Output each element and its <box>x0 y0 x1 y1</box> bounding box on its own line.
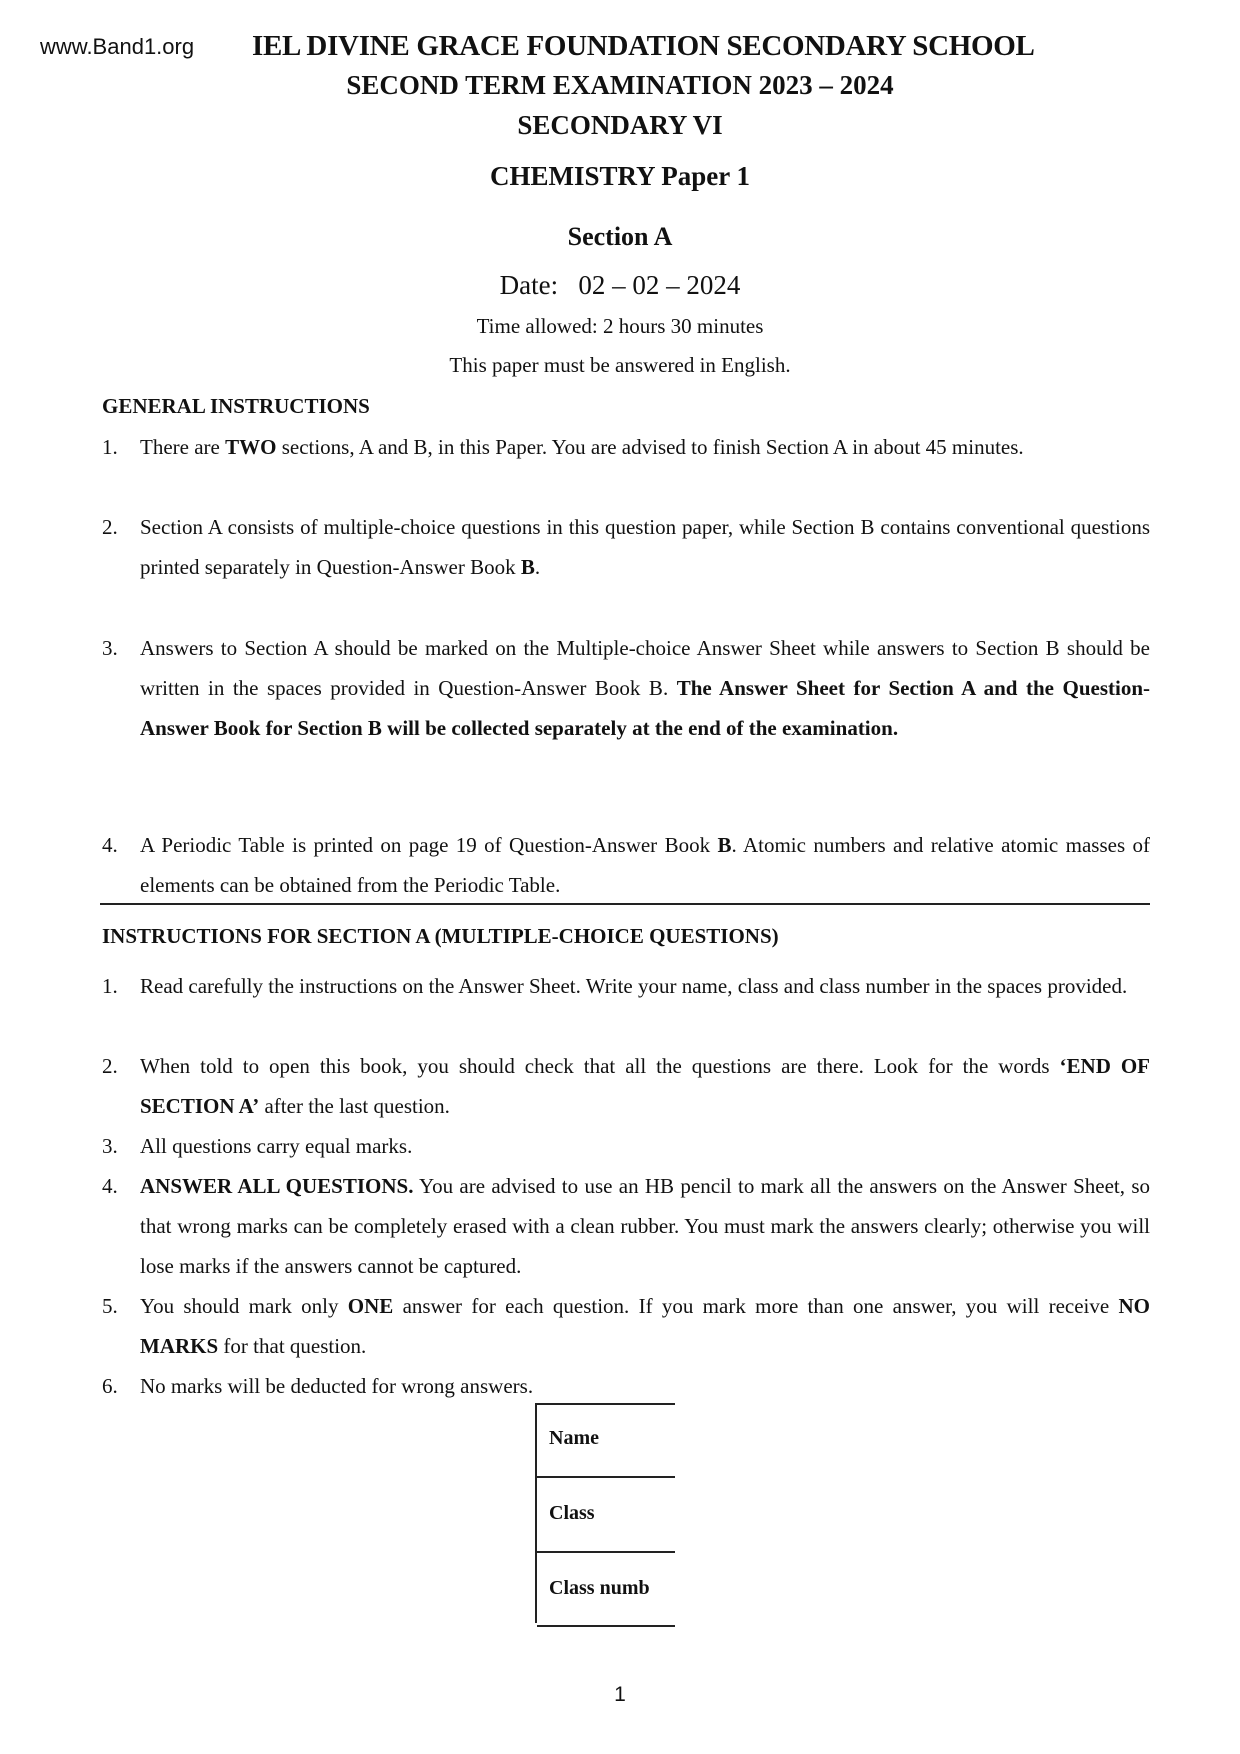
section-a-item: 6. No marks will be deducted for wrong answers. <box>102 1374 534 1398</box>
name-field[interactable]: Name <box>537 1403 675 1478</box>
general-item: 1. There are TWO sections, A and B, in this Paper. You are advised to finish Section A in about 45 minutes. <box>102 435 1024 459</box>
date-value: 02 – 02 – 2024 <box>578 270 741 300</box>
school-name: IEL DIVINE GRACE FOUNDATION SECONDARY SCHOOL <box>252 30 1035 62</box>
divider <box>100 903 1150 905</box>
general-item: 2. Section A consists of multiple-choice questions in this question paper, while Section B contains conventional questions printed separately in Question-Answer Book B. <box>102 515 1150 579</box>
general-instructions-heading: GENERAL INSTRUCTIONS <box>102 394 370 418</box>
class-number-field[interactable]: Class numb <box>537 1551 675 1627</box>
section-title: Section A <box>567 222 673 251</box>
section-a-heading: INSTRUCTIONS FOR SECTION A (MULTIPLE-CHOICE QUESTIONS) <box>102 924 779 948</box>
exam-title: SECOND TERM EXAMINATION 2023 – 2024 <box>346 70 894 100</box>
general-item: 3. Answers to Section A should be marked on the Multiple-choice Answer Sheet while answers to Section B should be written in the spaces provided in Question-Answer Book B. The Answer Sheet for Section A and the Question-Answer Book for Section B will be collected separately at the end of the examination. <box>102 636 1150 740</box>
date-label: Date: <box>499 270 559 300</box>
time-allowed: Time allowed: 2 hours 30 minutes <box>476 314 764 338</box>
subject: CHEMISTRY Paper 1 <box>489 161 751 191</box>
section-a-item: 4. ANSWER ALL QUESTIONS. You are advised to use an HB pencil to mark all the answers on the Answer Sheet, so that wrong marks can be completely erased with a clean rubber. You must mark the answers clearly; otherwise you will lose marks if the answers cannot be captured. <box>102 1174 1150 1278</box>
section-a-item: 2. When told to open this book, you should check that all the questions are there. Look for the words ‘END OF SECTION A’ after the last question. <box>102 1054 1150 1118</box>
section-a-item: 1. Read carefully the instructions on the Answer Sheet. Write your name, class and class number in the spaces provided. <box>102 974 1128 998</box>
section-a-item: 5. You should mark only ONE answer for each question. If you mark more than one answer, you will receive NO MARKS for that question. <box>102 1294 1150 1358</box>
class-field[interactable]: Class <box>537 1476 675 1553</box>
page-number: 1 <box>614 1683 626 1706</box>
section-a-item: 3. All questions carry equal marks. <box>102 1134 413 1158</box>
level: SECONDARY VI <box>517 110 723 140</box>
language-note: This paper must be answered in English. <box>449 353 791 377</box>
exam-date <box>0 270 1240 301</box>
general-item: 4. A Periodic Table is printed on page 19 of Question-Answer Book B. Atomic numbers and relative atomic masses of elements can be obtained from the Periodic Table. <box>102 833 1150 897</box>
watermark: www.Band1.org <box>40 34 195 59</box>
candidate-info-box <box>535 1403 675 1623</box>
